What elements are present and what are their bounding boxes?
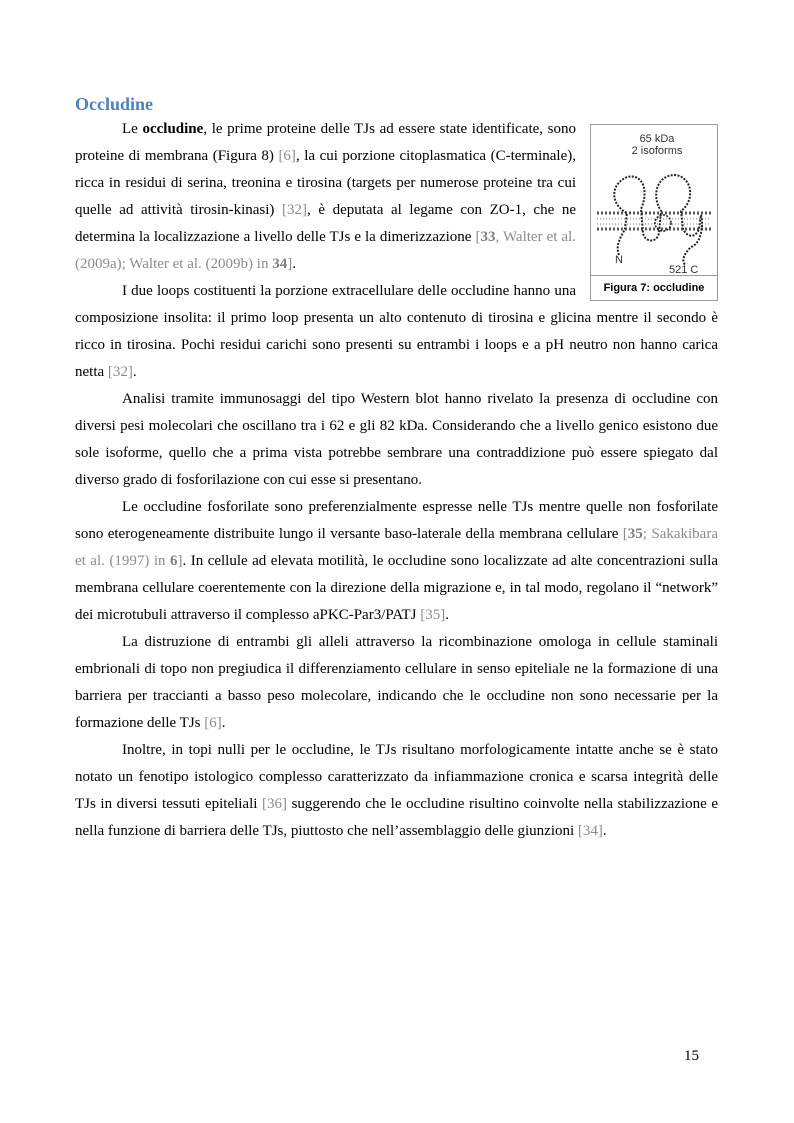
citation: [34] (577, 823, 603, 839)
figure-occludine (590, 124, 718, 301)
body-text (75, 116, 718, 845)
section-title: Occludine (75, 94, 154, 114)
figure-caption: Figura 7: occludine (591, 275, 717, 300)
paragraph-6: Inoltre, in topi nulli per le occludine, le TJs risultano morfologicamente intatte anche se è stato notato un fenotipo istologico complesso caratterizzato da infiammazione cronica e scarsa integrità delle TJs in diversi tessuti epiteliali [36] suggerendo che le occludine risultino coinvolte nella stabilizzazione e nella funzione di barriera delle TJs, piuttosto che nell’assemblaggio delle giunzioni [34]. (75, 742, 718, 839)
protein-chain (614, 175, 702, 265)
paragraph-4: Le occludine fosforilate sono preferenzialmente espresse nelle TJs mentre quelle non fosforilate sono eterogeneamente distribuite lungo il versante baso-laterale della membrana cellulare [35; Sakakibara et al. (1997) in 6]. In cellule ad elevata motilità, le occludine sono localizzate ad alte concentrazioni sulla membrana cellulare coerentemente con la direzione della migrazione e, in tal modo, regolano il “network” dei microtubuli attraverso il complesso aPKC-Par3/PATJ [35]. (75, 499, 718, 623)
citation: [35; Sakakibara et al. (1997) in 6] (75, 526, 718, 569)
paragraph-1: Le occludine, le prime proteine delle TJs ad essere state identificate, sono proteine di membrana (Figura 8) [6], la cui porzione citoplasmatica (C-terminale), ricca in residui di serina, treonina e tirosina (targets per numerose proteine tra cui quelle ad attività tirosin-kinasi) [32], è deputata al legame con ZO-1, che ne determina la localizzazione a livello delle TJs e la dimerizzazione [33, Walter et al. (2009a); Walter et al. (2009b) in 34]. (75, 121, 576, 272)
citation: [6] (278, 148, 296, 164)
citation: [32] (282, 202, 307, 218)
citation: [6] (204, 715, 222, 731)
paragraph-5: La distruzione di entrambi gli alleli attraverso la ricombinazione omologa in cellule staminali embrionali di topo non pregiudica il differenziamento cellulare in senso epiteliale ne la formazione di una barriera per traccianti a basso peso molecolare, indicando che le occludine non sono necessarie per la formazione delle TJs [6]. (75, 634, 718, 731)
citation: [33, Walter et al. (2009a); Walter et al. (2009b) in 34] (75, 229, 576, 272)
figure-weight-label: 65 kDa (639, 133, 675, 145)
page-number: 15 (684, 1048, 699, 1064)
term-occludina: occludine (142, 121, 204, 137)
membrane-bilayer (597, 213, 711, 229)
paragraph-3: Analisi tramite immunosaggi del tipo Western blot hanno rivelato la presenza di occludine con diversi pesi molecolari che oscillano tra i 62 e gli 82 kDa. Considerando che a livello genico esistono due sole isoforme, quello che a prima vista potrebbe sembrare una contraddizione può essere spiegato dal diverso grado di fosforilazione con cui esse si presentano. (75, 391, 718, 488)
citation: [35] (420, 607, 446, 623)
occludine-diagram (591, 125, 717, 275)
paragraph-2: I due loops costituenti la porzione extracellulare delle occludine hanno una composizione insolita: il primo loop presenta un alto contenuto di tirosina e glicina mentre il secondo è ricco in tirosina. Pochi residui carichi sono presenti su entrambi i loops e a pH neutro non hanno carica netta [32]. (75, 283, 718, 380)
figure-c-label: 521 C (669, 264, 699, 275)
citation: [36] (262, 796, 287, 812)
citation: [32] (107, 364, 133, 380)
figure-n-label: N (615, 254, 623, 266)
figure-isoforms-label: 2 isoforms (631, 145, 683, 157)
